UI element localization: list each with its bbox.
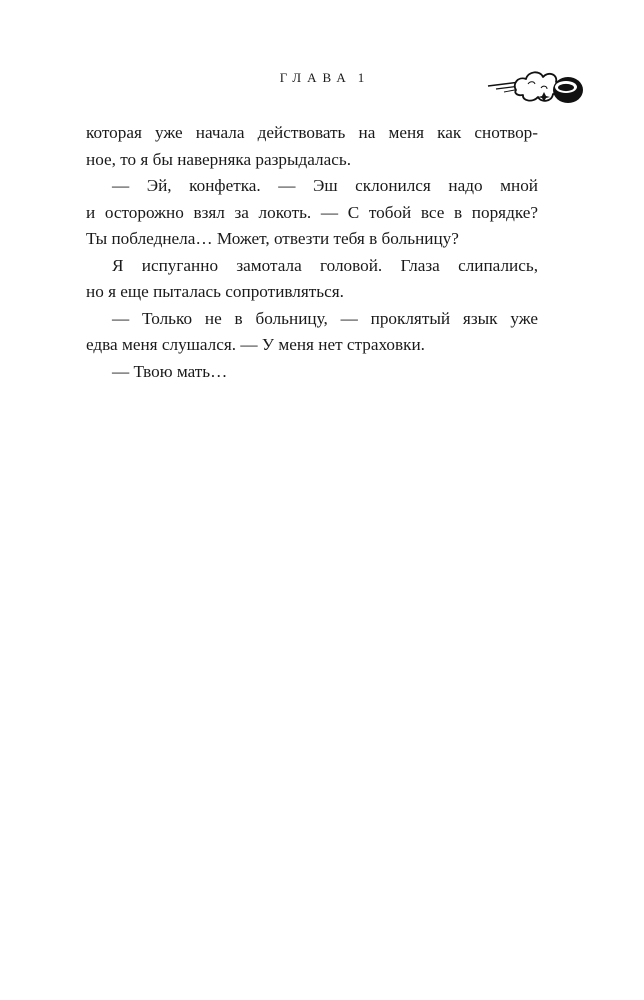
text-line: ное, то я бы наверняка разрыдалась. bbox=[86, 149, 352, 169]
body-text bbox=[86, 120, 538, 385]
text-line: едва меня слушался. — У меня нет страховки. bbox=[86, 335, 425, 354]
chapter-word: ГЛАВА bbox=[279, 70, 352, 85]
text-line: которая уже начала действовать на меня как снотвор- bbox=[86, 123, 538, 142]
text-line: — Эй, конфетка. — Эш склонился надо мной bbox=[112, 176, 538, 195]
text-line: Ты побледнела… Может, отвезти тебя в больницу? bbox=[86, 229, 459, 248]
comet-coin-icon bbox=[486, 62, 586, 108]
text-line: но я еще пыталась сопротивляться. bbox=[86, 282, 344, 301]
text-line: — Твою мать… bbox=[112, 361, 228, 381]
chapter-number: 1 bbox=[357, 70, 365, 85]
text-line: — Только не в больницу, — проклятый язык уже bbox=[112, 308, 538, 328]
text-line: и осторожно взял за локоть. — С тобой все в порядке? bbox=[86, 202, 538, 222]
text-line: Я испуганно замотала головой. Глаза слипались, bbox=[112, 255, 538, 275]
